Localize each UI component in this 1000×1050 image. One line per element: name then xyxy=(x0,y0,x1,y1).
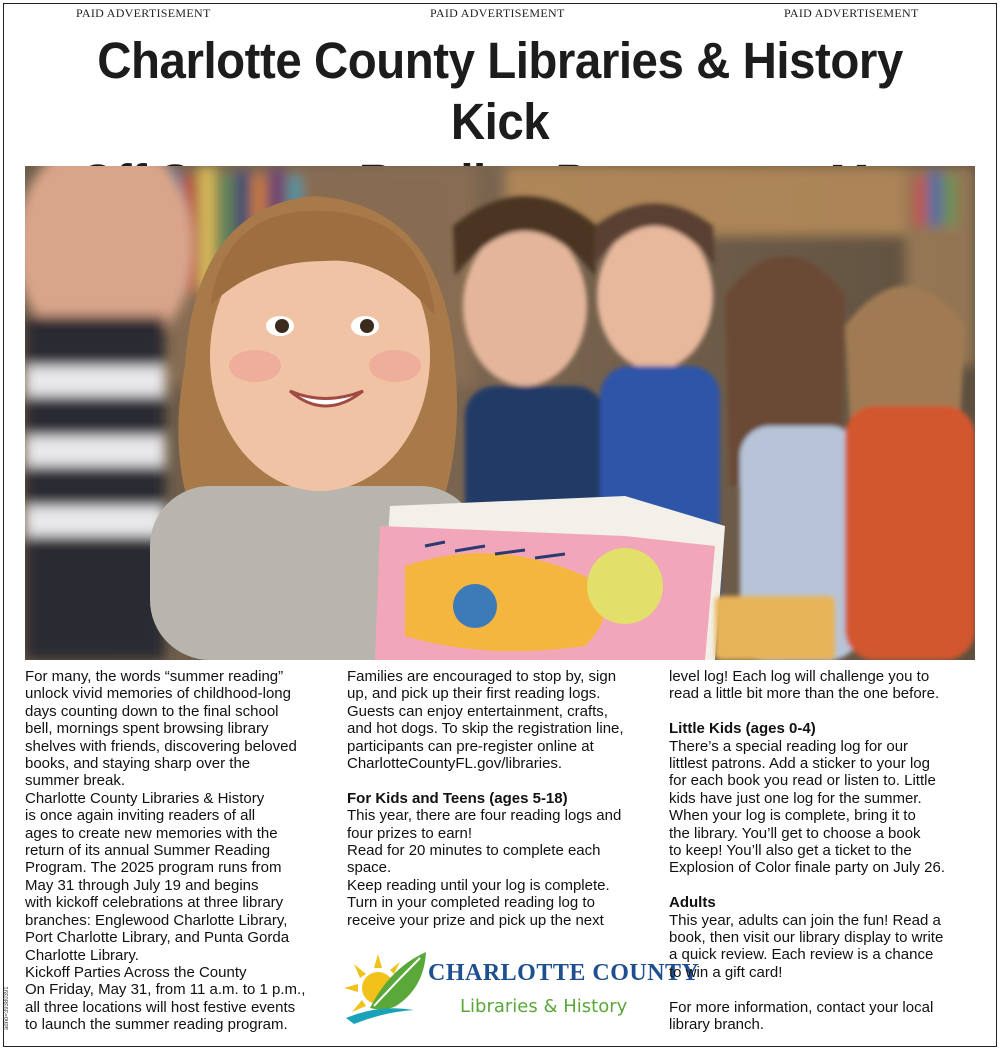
text-line: the library. You’ll get to choose a book xyxy=(669,824,921,842)
text-line: For more information, contact your local xyxy=(669,998,934,1016)
article-column-2 xyxy=(347,668,657,929)
text-line: library branch. xyxy=(669,1016,765,1034)
text-line: to launch the summer reading program. xyxy=(25,1016,288,1034)
text-line: Families are encouraged to stop by, sign xyxy=(347,668,617,685)
text-line: On Friday, May 31, from 11 a.m. to 1 p.m., xyxy=(25,981,306,999)
text-line: to win a gift card! xyxy=(669,963,783,981)
text-line: books, and staying sharp over the xyxy=(25,755,251,773)
text-line: When your log is complete, bring it to xyxy=(669,807,916,825)
text-line: bell, mornings spent browsing library xyxy=(25,720,269,738)
text-line: For many, the words “summer reading” xyxy=(25,668,284,685)
text-line: CharlotteCountyFL.gov/libraries. xyxy=(347,755,563,773)
text-line: Explosion of Color finale party on July 26. xyxy=(669,859,945,877)
text-line: branches: Englewood Charlotte Library, xyxy=(25,911,288,929)
ad-number-text: adno=39380391 xyxy=(4,986,10,1030)
text-line: with kickoff celebrations at three library xyxy=(25,894,284,912)
text-line: littlest patrons. Add a sticker to your log xyxy=(669,755,930,773)
text-line: return of its annual Summer Reading xyxy=(25,842,271,860)
text-line: This year, there are four reading logs and xyxy=(347,807,622,825)
text-line: is once again inviting readers of all xyxy=(25,807,256,825)
text-line: May 31 through July 19 and begins xyxy=(25,876,259,894)
adults-heading: Adults xyxy=(669,894,716,912)
text-line: summer break. xyxy=(25,772,126,790)
text-line: receive your prize and pick up the next xyxy=(347,911,604,929)
paid-advertisement-label: PAID ADVERTISEMENT xyxy=(76,6,211,20)
text-line: Read for 20 minutes to complete each xyxy=(347,842,601,860)
text-line: up, and pick up their first reading logs. xyxy=(347,685,601,703)
logo-title: CHARLOTTE COUNTY xyxy=(428,960,700,986)
text-line: read a little bit more than the one before. xyxy=(669,685,940,703)
text-line: to keep! You’ll also get a ticket to the xyxy=(669,842,912,860)
text-line: and hot dogs. To skip the registration line, xyxy=(347,720,624,738)
little-kids-heading: Little Kids (ages 0-4) xyxy=(669,720,816,738)
text-line: level log! Each log will challenge you to xyxy=(669,668,930,685)
article-column-1 xyxy=(25,668,335,1034)
text-line: participants can pre-register online at xyxy=(347,737,594,755)
text-line: shelves with friends, discovering beloved xyxy=(25,737,297,755)
text-line: four prizes to earn! xyxy=(347,824,473,842)
sun-leaf-icon xyxy=(340,948,430,1028)
hero-photo xyxy=(25,166,975,660)
text-line: Program. The 2025 program runs from xyxy=(25,859,282,877)
paid-advertisement-label: PAID ADVERTISEMENT xyxy=(430,6,565,20)
text-line: There’s a special reading log for our xyxy=(669,737,909,755)
text-line: Port Charlotte Library, and Punta Gorda xyxy=(25,929,290,947)
ad-number xyxy=(4,960,14,1030)
logo-subtitle: Libraries & History xyxy=(460,996,628,1017)
article-column-3 xyxy=(669,668,979,1033)
paid-advertisement-label: PAID ADVERTISEMENT xyxy=(784,6,919,20)
text-line: Guests can enjoy entertainment, crafts, xyxy=(347,702,608,720)
children-reading-photo xyxy=(25,166,975,660)
text-line: space. xyxy=(347,859,392,877)
text-line: Kickoff Parties Across the County xyxy=(25,963,247,981)
headline-line: Charlotte County Libraries & History Kick xyxy=(97,32,903,150)
text-line: This year, adults can join the fun! Read a xyxy=(669,911,941,929)
text-line: Turn in your completed reading log to xyxy=(347,894,595,912)
text-line: book, then visit our library display to write xyxy=(669,929,944,947)
text-line: days counting down to the final school xyxy=(25,702,279,720)
text-line: for each book you read or listen to. Little xyxy=(669,772,936,790)
text-line: all three locations will host festive events xyxy=(25,998,296,1016)
text-line: unlock vivid memories of childhood-long xyxy=(25,685,291,703)
charlotte-county-logo xyxy=(340,948,700,1028)
text-line: Charlotte County Libraries & History xyxy=(25,789,265,807)
text-line: a quick review. Each review is a chance xyxy=(669,946,934,964)
text-line: kids have just one log for the summer. xyxy=(669,789,922,807)
kids-teens-heading: For Kids and Teens (ages 5-18) xyxy=(347,789,568,807)
text-line: Keep reading until your log is complete. xyxy=(347,876,610,894)
text-line: ages to create new memories with the xyxy=(25,824,278,842)
text-line: Charlotte Library. xyxy=(25,946,139,964)
